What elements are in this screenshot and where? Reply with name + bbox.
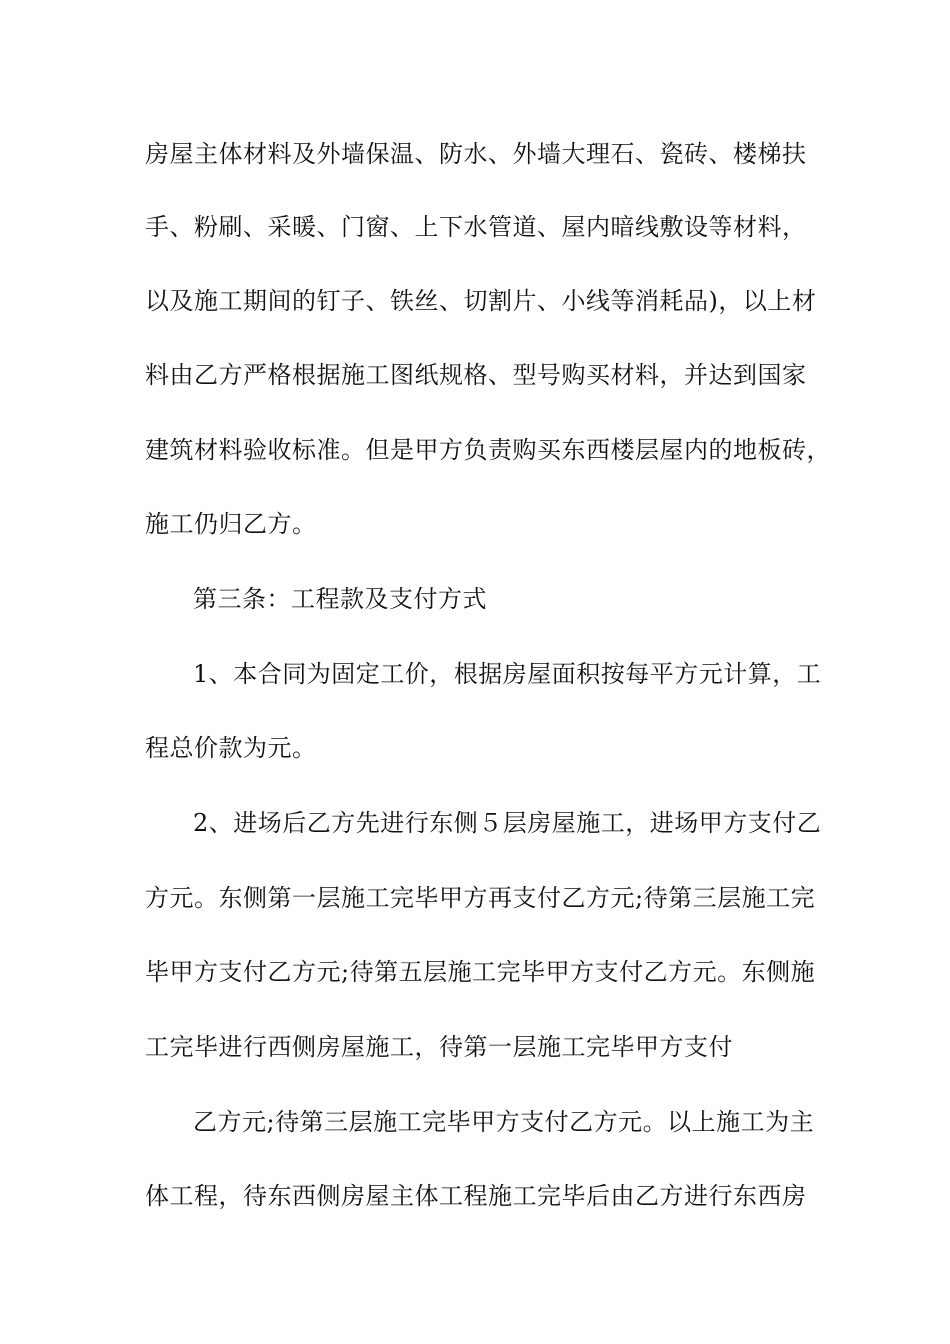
text-line-12: 毕甲方支付乙方元;待第五层施工完毕甲方支付乙方元。东侧施 — [145, 958, 816, 986]
text-line-1: 房屋主体材料及外墙保温、防水、外墙大理石、瓷砖、楼梯扶 — [145, 140, 807, 168]
text-line-3: 以及施工期间的钉子、铁丝、切割片、小线等消耗品)，以上材 — [145, 287, 817, 315]
text-line-2: 手、粉刷、采暖、门窗、上下水管道、屋内暗线敷设等材料， — [145, 213, 807, 241]
text-line-14: 乙方元;待第三层施工完毕甲方支付乙方元。以上施工为主 — [193, 1108, 815, 1136]
text-line-13: 工完毕进行西侧房屋施工，待第一层施工完毕甲方支付 — [145, 1033, 733, 1061]
text-line-8: 1、本合同为固定工价，根据房屋面积按每平方元计算，工 — [193, 660, 822, 688]
text-line-11: 方元。东侧第一层施工完毕甲方再支付乙方元;待第三层施工完 — [145, 884, 816, 912]
text-line-4: 料由乙方严格根据施工图纸规格、型号购买材料，并达到国家 — [145, 361, 807, 389]
text-line-9: 程总价款为元。 — [145, 734, 317, 762]
text-line-15: 体工程，待东西侧房屋主体工程施工完毕后由乙方进行东西房 — [145, 1182, 807, 1210]
text-line-5: 建筑材料验收标准。但是甲方负责购买东西楼层屋内的地板砖， — [145, 436, 831, 464]
section-heading: 第三条：工程款及支付方式 — [193, 585, 487, 613]
text-line-6: 施工仍归乙方。 — [145, 510, 317, 538]
text-line-10: 2、进场后乙方先进行东侧５层房屋施工，进场甲方支付乙 — [193, 809, 822, 837]
